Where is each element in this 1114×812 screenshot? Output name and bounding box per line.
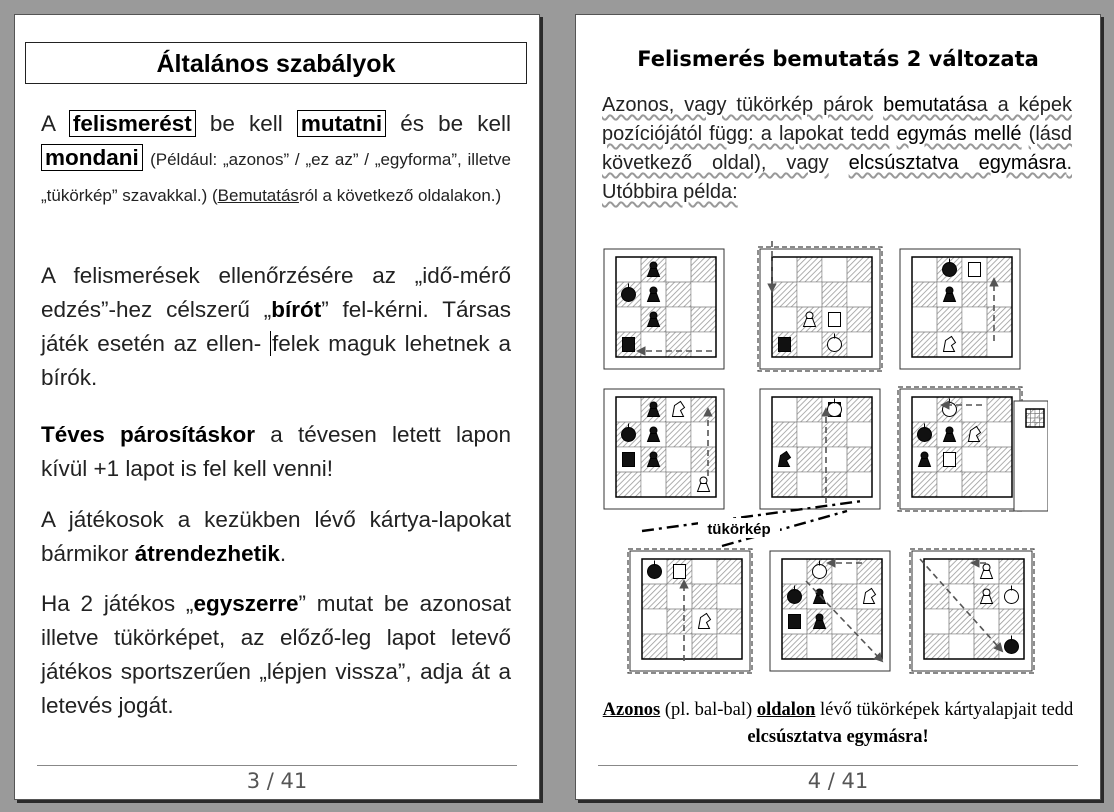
chess-board-card [770,551,890,671]
chess-piece [789,615,801,629]
chess-piece [779,338,791,352]
mirror-label [698,518,780,538]
chess-piece [969,263,981,277]
paragraph-5: Ha 2 játékos „egyszerre” mutat be azonosat illetve tükörképet, az előző-leg lapot letevő játékos sportszerűen „lépjen vissza”, adja át a letevés jogát. [41,591,511,718]
paragraph-3: Téves párosításkor a tévesen letett lapon kívül +1 lapot is fel kell venni! [41,422,512,481]
chess-piece [674,565,686,579]
page-4 [575,14,1101,800]
chess-board-card [900,249,1020,369]
chess-board-card [628,549,752,673]
chess-board-card [604,389,724,509]
footer-divider [598,765,1078,766]
chess-board-card [758,247,882,371]
paragraph-4: A játékosok a kezükben lévő kártya-lapokat bármikor átrendezhetik. [41,507,511,566]
keyword-mondani: mondani [41,144,143,171]
chess-cards-diagram [602,241,1048,691]
page-title: Általános szabályok [25,42,527,84]
footer-divider [37,765,517,766]
chess-board-card [1014,401,1048,511]
chess-piece [623,453,635,467]
svg-text:tükörkép: tükörkép [707,521,771,538]
caption: Azonos (pl. bal-bal) oldalon lévő tükörképek kártyalapjait tedd elcsúsztatva egymásra! [602,700,1074,747]
chess-piece [944,453,956,467]
chess-piece [829,313,841,327]
page-3 [14,14,540,800]
intro-paragraph: Azonos, vagy tükörkép párok bemutatása a képek pozíciójától függ: a lapokat tedd egymás mellé (lásd következő oldal), vagy elcsúsztatva egymásra. Utóbbira példa: [602,94,1073,203]
chess-board-card [760,389,880,509]
page-title: Felismerés bemutatás 2 változata [637,47,1039,71]
page-number: 4 / 41 [807,769,869,793]
page-number: 3 / 41 [246,769,308,793]
paragraph-2: A felismerések ellenőrzésére az „idő-mérő edzés”-hez célszerű „bírót” fel-kérni. Társas játék esetén az ellen- felek maguk lehetnek a bírók. [41,263,511,390]
paragraph-1: A felismerést be kell mutatni és be kell mondani (Például: „azonos” / „ez az” / „egyforma”, illetve „tükörkép” szavakkal.) (Bemutatásról a következő oldalakon.) [41,111,511,205]
keyword-felismerest: felismerést [69,110,196,137]
keyword-mutatni: mutatni [297,110,386,137]
text-cursor [270,331,271,356]
chess-piece [623,338,635,352]
